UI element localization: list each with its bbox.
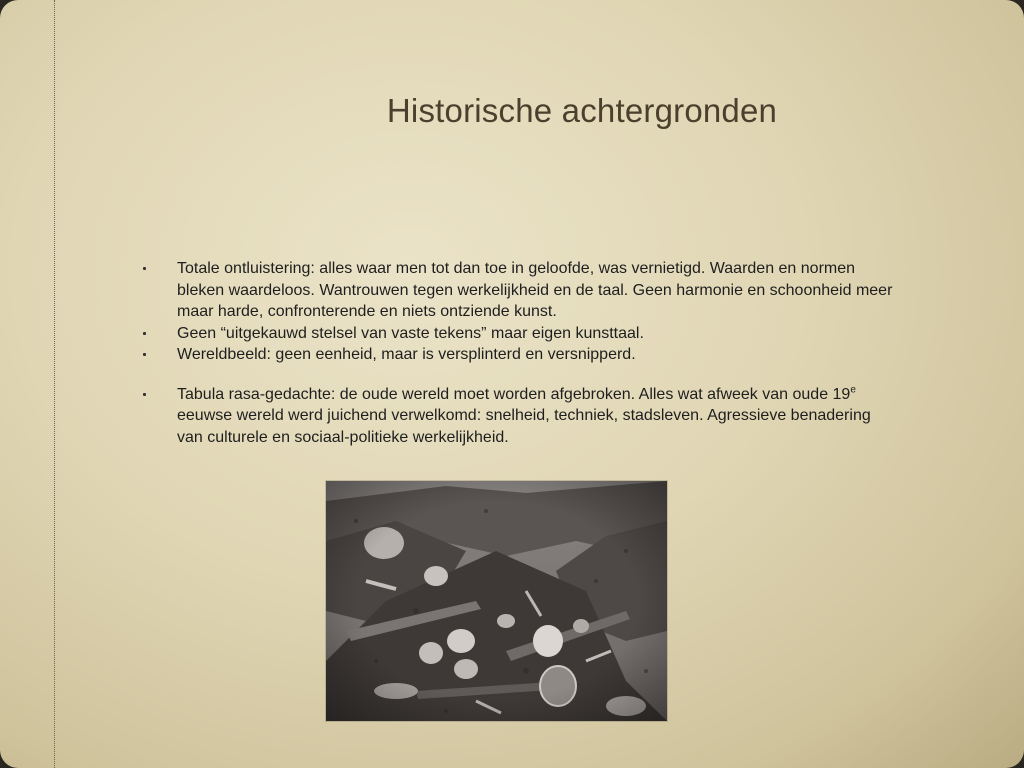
bullet-icon: [143, 353, 146, 356]
trench-photo-image: [326, 481, 667, 721]
slide-title: Historische achtergronden: [386, 92, 778, 129]
bullet-text: Wereldbeeld: geen eenheid, maar is versplinterd en versnipperd.: [177, 346, 636, 363]
bullet-item: [140, 344, 900, 366]
bullet-item: [140, 258, 900, 323]
bullet-icon: [143, 332, 146, 335]
bullet-item: [140, 384, 900, 449]
bullet-icon: [143, 267, 146, 270]
bullet-icon: [143, 393, 146, 396]
bullet-text: Totale ontluistering: alles waar men tot dan toe in geloofde, was vernietigd. Waarden en normen bleken waardeloos. Wantrouwen tegen werkelijkheid en de taal. Geen harmonie en schoonheid meer maar harde, confronterende en niets ontziende kunst.: [177, 260, 893, 320]
bullet-text: Tabula rasa-gedachte: de oude wereld moet worden afgebroken. Alles wat afweek van oude 19e eeuwse wereld werd juichend verwelkomd: snelheid, techniek, stadsleven. Agressieve benadering van culturele en sociaal-politieke werkelijkheid.: [177, 384, 871, 446]
bullet-list: [140, 258, 900, 448]
bullet-item: [140, 323, 900, 345]
trench-photo: [326, 481, 667, 721]
bullet-text: Geen “uitgekauwd stelsel van vaste tekens” maar eigen kunsttaal.: [177, 324, 644, 342]
binding-spine-line: [54, 0, 55, 768]
